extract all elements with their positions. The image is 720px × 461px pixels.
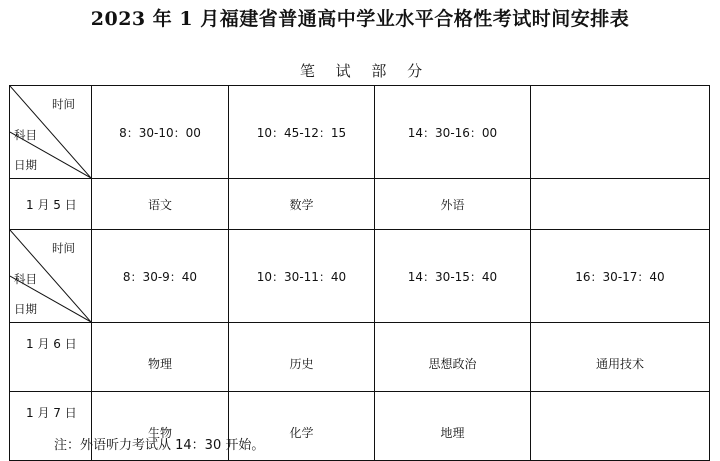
subject-cell: 思想政治 [375, 323, 531, 392]
header-label-subject: 科目 [14, 128, 37, 142]
time-slot: 8：30-10：00 [92, 86, 229, 179]
time-slot [531, 86, 710, 179]
subject-cell: 历史 [229, 323, 375, 392]
subject-cell: 数学 [229, 179, 375, 230]
exam-date: 1 月 6 日 [10, 323, 92, 392]
page-title: 2023 年 1 月福建省普通高中学业水平合格性考试时间安排表 [90, 8, 630, 30]
table-header-row [10, 230, 710, 323]
time-slot: 10：30-11：40 [229, 230, 375, 323]
subject-cell: 地理 [375, 392, 531, 461]
time-slot: 16：30-17：40 [531, 230, 710, 323]
table-row [10, 323, 710, 392]
header-label-date: 日期 [14, 302, 37, 316]
time-slot: 14：30-16：00 [375, 86, 531, 179]
diagonal-header-cell [10, 86, 92, 179]
time-slot: 14：30-15：40 [375, 230, 531, 323]
subject-cell: 外语 [375, 179, 531, 230]
subject-cell: 通用技术 [531, 323, 710, 392]
section-title: 笔 试 部 分 [299, 62, 431, 80]
time-slot: 8：30-9：40 [92, 230, 229, 323]
subject-cell: 物理 [92, 323, 229, 392]
header-label-time: 时间 [52, 241, 75, 255]
table-header-row [10, 86, 710, 179]
subject-cell: 化学 [229, 392, 375, 461]
subject-cell: 语文 [92, 179, 229, 230]
header-label-subject: 科目 [14, 272, 37, 286]
subject-cell: 生物 [92, 392, 229, 461]
footnote: 注：外语听力考试从 14：30 开始。 [54, 438, 265, 453]
table-row [10, 179, 710, 230]
header-label-date: 日期 [14, 158, 37, 172]
diagonal-header-cell [10, 230, 92, 323]
subject-cell [531, 392, 710, 461]
schedule-table [9, 85, 710, 461]
exam-date: 1 月 7 日 [10, 392, 92, 461]
subject-cell [531, 179, 710, 230]
time-slot: 10：45-12：15 [229, 86, 375, 179]
exam-date: 1 月 5 日 [10, 179, 92, 230]
header-label-time: 时间 [52, 97, 75, 111]
